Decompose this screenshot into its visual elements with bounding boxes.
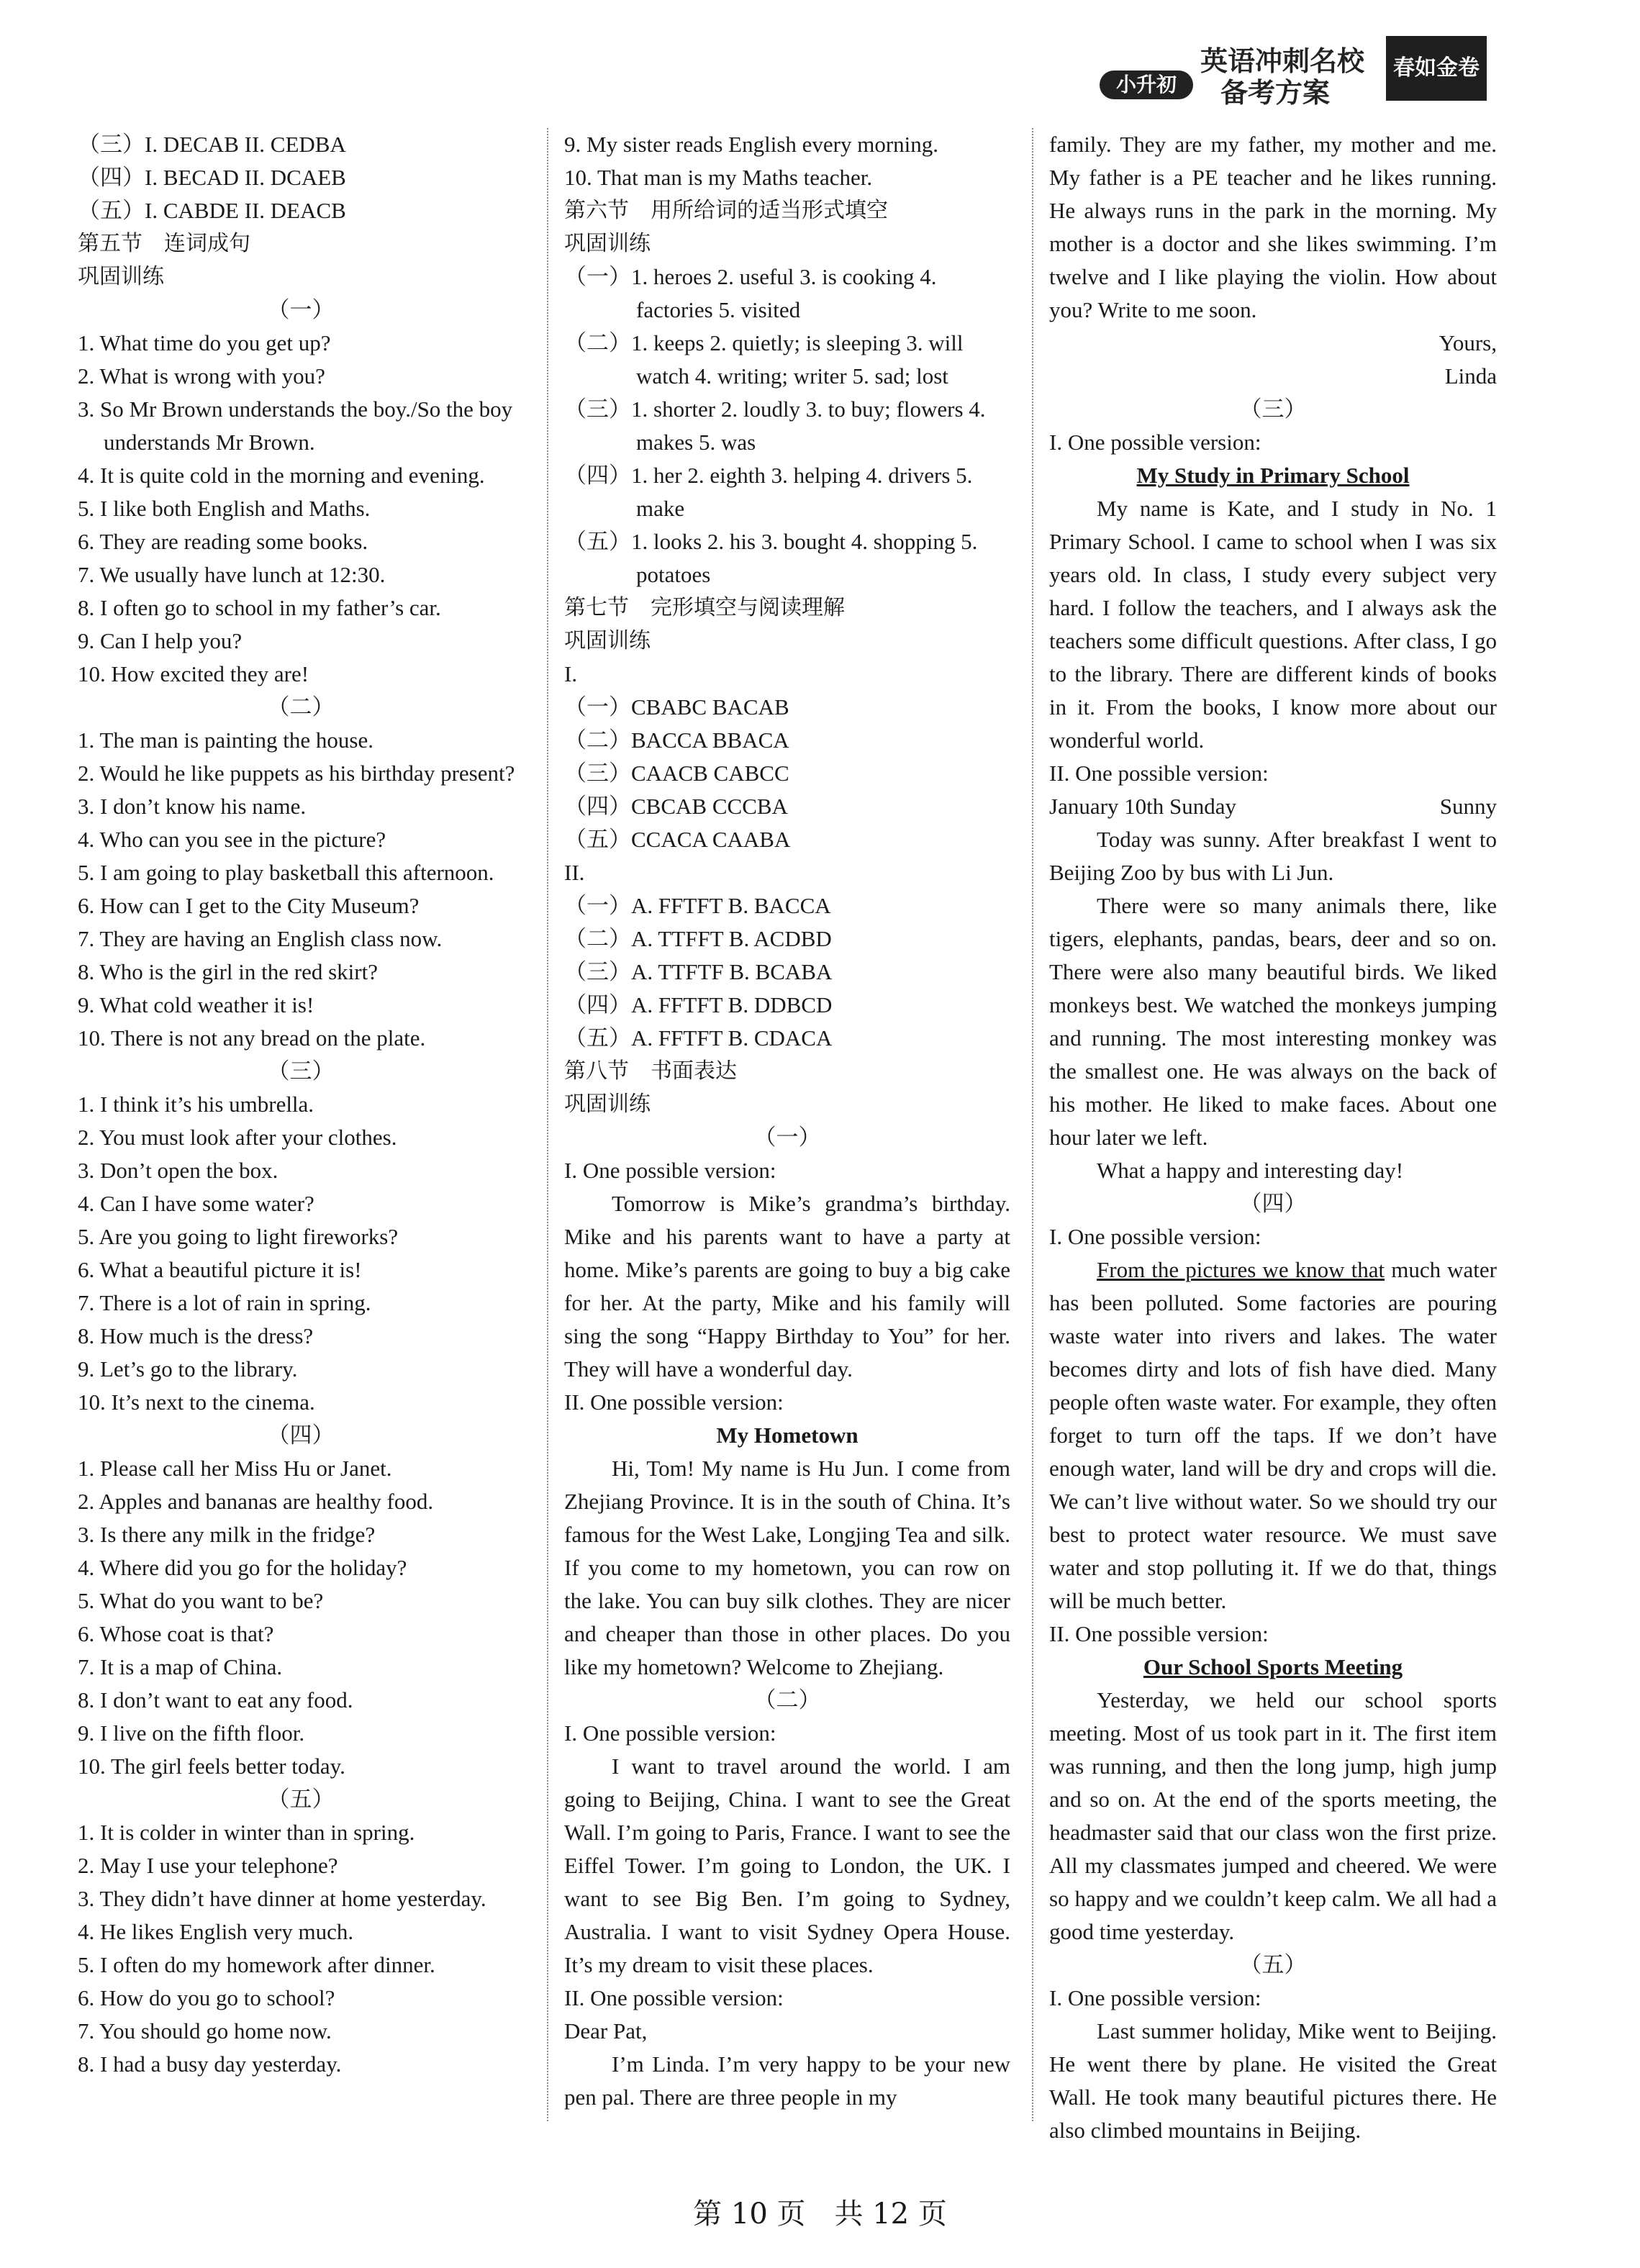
answer-item: 7. We usually have lunch at 12:30. <box>78 562 386 587</box>
answer-item: 7. There is a lot of rain in spring. <box>78 1290 371 1315</box>
group-heading: （一） <box>753 1125 821 1150</box>
answer-item: （四）1. her 2. eighth 3. helping 4. drivers 5. make <box>564 463 973 521</box>
answer-line: （四）A. FFTFT B. DDBCD <box>564 992 833 1017</box>
sentence-groups <box>78 294 524 2081</box>
answer-item: 2. You must look after your clothes. <box>78 1125 397 1150</box>
answer-item: 10. It’s next to the cinema. <box>78 1389 315 1415</box>
answer-item: 5. I am going to play basketball this afternoon. <box>78 860 494 885</box>
answer-item: 5. I like both English and Maths. <box>78 496 371 521</box>
version-label: I. One possible version: <box>1049 430 1261 455</box>
answer-item: 6. They are reading some books. <box>78 529 368 554</box>
answer-item: 3. I don’t know his name. <box>78 794 307 819</box>
answer-item: 7. They are having an English class now. <box>78 926 443 951</box>
essay-paragraph: What a happy and interesting day! <box>1097 1158 1404 1183</box>
answer-item: 9. Let’s go to the library. <box>78 1356 298 1382</box>
answer-line: （四）CBCAB CCCBA <box>564 794 788 819</box>
answer-item: 3. So Mr Brown understands the boy./So the boy understands Mr Brown. <box>78 396 513 455</box>
answer-item: 1. The man is painting the house. <box>78 727 373 753</box>
brand-top: 春如 <box>1393 55 1436 81</box>
answer-item: 10. There is not any bread on the plate. <box>78 1025 426 1051</box>
essay-title: My Hometown <box>716 1423 858 1448</box>
answer-item: 3. Is there any milk in the fridge? <box>78 1522 376 1547</box>
answer-item: 4. Who can you see in the picture? <box>78 827 386 852</box>
essay-paragraph: Tomorrow is Mike’s grandma’s birthday. Mike and his parents want to have a party at home. Mike’s parents are going to buy a big cake for her. At the party, Mike and his family will sing the song “Happy Birthday to You” for her. They will have a wonderful day. <box>564 1191 1010 1382</box>
answer-item: 9. Can I help you? <box>78 628 243 653</box>
answer-item: （一）1. heroes 2. useful 3. is cooking 4. factories 5. visited <box>564 264 937 322</box>
answer-item: 5. Are you going to light fireworks? <box>78 1224 399 1249</box>
letter-greeting: Dear Pat, <box>564 2018 648 2044</box>
answer-item: 10. How excited they are! <box>78 661 309 686</box>
answer-item: 9. What cold weather it is! <box>78 992 314 1017</box>
answer-item: 6. How do you go to school? <box>78 1985 335 2010</box>
brand-logo <box>1386 36 1487 101</box>
column-1 <box>78 128 524 2081</box>
group-heading: （三） <box>267 1058 335 1084</box>
answer-item: 2. May I use your telephone? <box>78 1853 338 1878</box>
brand-bottom: 金卷 <box>1436 55 1480 81</box>
version-label: I. One possible version: <box>564 1158 776 1183</box>
essay-paragraph: I’m Linda. I’m very happy to be your new pen pal. There are three people in my <box>564 2051 1010 2110</box>
answer-item: 8. I don’t want to eat any food. <box>78 1687 353 1713</box>
answer-item: 8. I often go to school in my father’s car. <box>78 595 441 620</box>
diary-header <box>1049 790 1497 823</box>
answer-item: 1. Please call her Miss Hu or Janet. <box>78 1456 392 1481</box>
section-title: 第五节 连词成句 <box>78 231 250 256</box>
part-label: I. <box>564 661 578 686</box>
section-title: 第六节 用所给词的适当形式填空 <box>564 198 888 223</box>
essay-title: Our School Sports Meeting <box>1143 1654 1403 1679</box>
answer-item: 3. Don’t open the box. <box>78 1158 278 1183</box>
answer-item: 7. It is a map of China. <box>78 1654 283 1679</box>
answer-item: 4. It is quite cold in the morning and evening. <box>78 463 485 488</box>
answer-item: （五）1. looks 2. his 3. bought 4. shopping 5. potatoes <box>564 529 978 587</box>
answer-item: （三）1. shorter 2. loudly 3. to buy; flowers 4. makes 5. was <box>564 396 986 455</box>
answer-item: 8. How much is the dress? <box>78 1323 314 1348</box>
group-heading: （四） <box>1239 1191 1307 1216</box>
answer-line: （一）A. FFTFT B. BACCA <box>564 893 831 918</box>
answer-item: 1. I think it’s his umbrella. <box>78 1092 314 1117</box>
header-logo <box>1092 29 1495 109</box>
version-label: II. One possible version: <box>1049 761 1269 786</box>
group-heading: （四） <box>267 1423 335 1448</box>
answer-line: （一）CBABC BACAB <box>564 694 789 720</box>
essay-paragraph: My name is Kate, and I study in No. 1 Primary School. I came to school when I was six years old. In class, I study every subject very hard. I follow the teachers, and I always ask the teachers some difficult questions. After class, I go to the library. There are different kinds of books in it. From the books, I know more about our wonderful world. <box>1049 496 1497 753</box>
version-label: I. One possible version: <box>1049 1985 1261 2010</box>
page-number: 第 10 页 共 12 页 <box>693 2197 947 2231</box>
answer-line: （三）CAACB CABCC <box>564 761 789 786</box>
column-divider <box>547 128 548 2121</box>
answer-item: （二）1. keeps 2. quietly; is sleeping 3. will watch 4. writing; writer 5. sad; lost <box>564 330 964 389</box>
group-heading: （五） <box>267 1787 335 1812</box>
answer-item: 8. I had a busy day yesterday. <box>78 2051 342 2077</box>
essay-paragraph: I want to travel around the world. I am going to Beijing, China. I want to see the Great Wall. I’m going to Paris, France. I want to see the Eiffel Tower. I’m going to London, the UK. I want to see Big Ben. I’m going to Sydney, Australia. I want to visit Sydney Opera House. It’s my dream to visit these places. <box>564 1754 1010 1977</box>
answer-line: （三）I. DECAB II. CEDBA <box>78 132 346 157</box>
answer-item: 4. Where did you go for the holiday? <box>78 1555 407 1580</box>
group-heading: （二） <box>267 694 335 720</box>
answer-item: 10. That man is my Maths teacher. <box>564 165 873 190</box>
answer-item: 6. Whose coat is that? <box>78 1621 274 1646</box>
answer-item: 9. I live on the fifth floor. <box>78 1720 305 1746</box>
answer-line: （五）A. FFTFT B. CDACA <box>564 1025 833 1051</box>
group-heading: （三） <box>1239 396 1307 422</box>
group-heading: （五） <box>1239 1952 1307 1977</box>
underlined-phrase: From the pictures we know that <box>1097 1257 1385 1282</box>
part-label: II. <box>564 860 585 885</box>
diary-weather: Sunny <box>1439 794 1497 819</box>
essay-title: My Study in Primary School <box>1136 463 1410 488</box>
group-heading: （二） <box>753 1687 821 1713</box>
column-divider <box>1032 128 1033 2121</box>
answer-item: 8. Who is the girl in the red skirt? <box>78 959 378 984</box>
essay-paragraph: There were so many animals there, like tigers, elephants, pandas, bears, deer and so on. There were also many beautiful birds. We liked monkeys best. We watched the monkeys jumping and running. The most interesting monkey was the smallest one. He was always on the back of his mother. He liked to make faces. About one hour later we left. <box>1049 893 1497 1150</box>
grade-badge: 小升初 <box>1100 71 1193 99</box>
column-2 <box>564 128 1010 2114</box>
answer-item: 5. I often do my homework after dinner. <box>78 1952 435 1977</box>
answer-line: （五）CCACA CAABA <box>564 827 791 852</box>
answer-line: （二）BACCA BBACA <box>564 727 789 753</box>
answer-item: 7. You should go home now. <box>78 2018 332 2044</box>
answer-line: （四）I. BECAD II. DCAEB <box>78 165 346 190</box>
answer-item: 6. How can I get to the City Museum? <box>78 893 420 918</box>
essay-paragraph <box>1049 1253 1497 1618</box>
practice-label: 巩固训练 <box>564 231 651 256</box>
diary-date: January 10th Sunday <box>1049 794 1237 819</box>
answer-item: 2. What is wrong with you? <box>78 363 325 389</box>
answer-line: （五）I. CABDE II. DEACB <box>78 198 346 223</box>
section-title: 第八节 书面表达 <box>564 1058 737 1084</box>
answer-line: （三）A. TTFTF B. BCABA <box>564 959 833 984</box>
series-subtitle: 备考方案 <box>1220 77 1331 109</box>
version-label: I. One possible version: <box>564 1720 776 1746</box>
essay-paragraph: family. They are my father, my mother and me. My father is a PE teacher and he likes running. He always runs in the park in the morning. My mother is a doctor and she likes swimming. I’m twelve and I like playing the violin. How about you? Write to me soon. <box>1049 132 1497 322</box>
column-3 <box>1049 128 1497 2147</box>
answer-item: 2. Apples and bananas are healthy food. <box>78 1489 434 1514</box>
letter-closing: Yours, <box>1439 330 1497 355</box>
essay-paragraph: Last summer holiday, Mike went to Beijing. He went there by plane. He visited the Great Wall. He took many beautiful pictures there. He also climbed mountains in Beijing. <box>1049 2018 1497 2143</box>
answer-item: 3. They didn’t have dinner at home yesterday. <box>78 1886 486 1911</box>
group-heading: （一） <box>267 297 335 322</box>
practice-label: 巩固训练 <box>78 264 164 289</box>
practice-label: 巩固训练 <box>564 1092 651 1117</box>
answer-item: 5. What do you want to be? <box>78 1588 324 1613</box>
essay-paragraph: Yesterday, we held our school sports meeting. Most of us took part in it. The first item was running, and then the long jump, high jump and so on. At the end of the sports meeting, the headmaster said that our class won the first prize. All my classmates jumped and cheered. We were so happy and we couldn’t keep calm. We all had a good time yesterday. <box>1049 1687 1497 1944</box>
answer-item: 2. Would he like puppets as his birthday present? <box>78 761 515 786</box>
answer-line: （二）A. TTFFT B. ACDBD <box>564 926 832 951</box>
version-label: II. One possible version: <box>1049 1621 1269 1646</box>
series-title: 英语冲刺名校 <box>1200 45 1365 77</box>
answer-item: 10. The girl feels better today. <box>78 1754 345 1779</box>
practice-label: 巩固训练 <box>564 628 651 653</box>
answer-item: 1. What time do you get up? <box>78 330 331 355</box>
answer-item: 4. He likes English very much. <box>78 1919 354 1944</box>
answer-item: 1. It is colder in winter than in spring. <box>78 1820 415 1845</box>
answer-item: 9. My sister reads English every morning. <box>564 132 939 157</box>
essay-text: much water has been polluted. Some factories are pouring waste water into rivers and lakes. The water becomes dirty and lots of fish have died. Many people often waste water. For example, they often forget to turn off the taps. If we don’t have enough water, land will be dry and crops will die. We can’t live without water. So we should try our best to protect water resource. We must save water and stop polluting it. If we do that, things will be much better. <box>1049 1257 1498 1613</box>
essay-paragraph: Today was sunny. After breakfast I went to Beijing Zoo by bus with Li Jun. <box>1049 827 1497 885</box>
essay-paragraph: Hi, Tom! My name is Hu Jun. I come from Zhejiang Province. It is in the south of China. It’s famous for the West Lake, Longjing Tea and silk. If you come to my hometown, you can row on the lake. You can buy silk clothes. They are nicer and cheaper than those in other places. Do you like my hometown? Welcome to Zhejiang. <box>564 1456 1010 1679</box>
answer-item: 4. Can I have some water? <box>78 1191 314 1216</box>
version-label: II. One possible version: <box>564 1985 784 2010</box>
version-label: I. One possible version: <box>1049 1224 1261 1249</box>
letter-signature: Linda <box>1444 363 1497 389</box>
section-title: 第七节 完形填空与阅读理解 <box>564 595 845 620</box>
version-label: II. One possible version: <box>564 1389 784 1415</box>
answer-item: 6. What a beautiful picture it is! <box>78 1257 362 1282</box>
